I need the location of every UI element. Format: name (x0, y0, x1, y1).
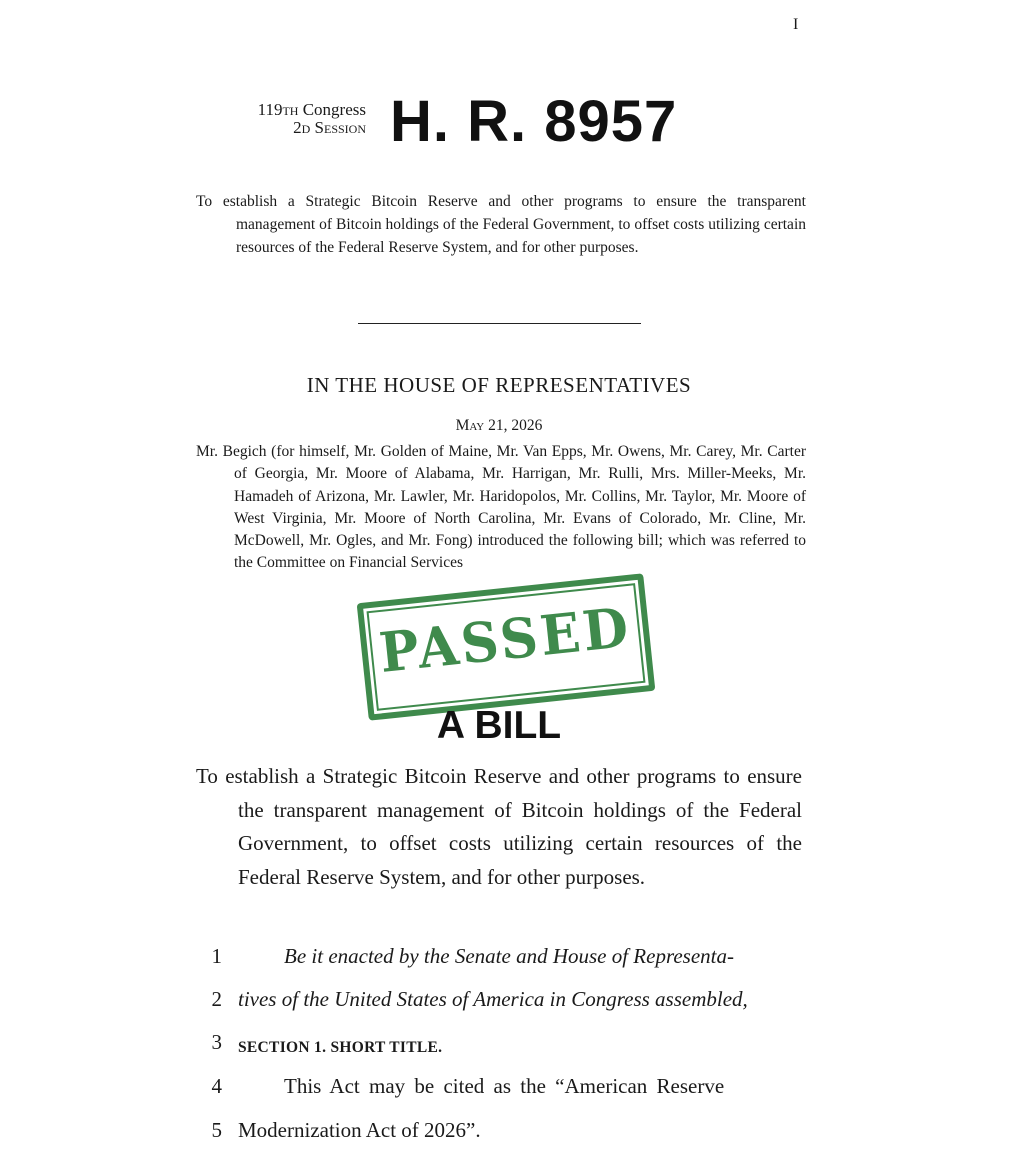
line-number: 5 (211, 1118, 222, 1142)
bill-number: H. R. 8957 (390, 89, 678, 154)
long-title: To establish a Strategic Bitcoin Reserve and other programs to ensure the transparent management of Bitcoin holdings of the Federal Government, to offset costs utilizing certain resources of the Federal Reserve System, and for other purposes. (196, 764, 802, 889)
bill-line-1 (196, 944, 802, 984)
congress-line: 119th Congress (257, 100, 366, 119)
line-text: Be it enacted by the Senate and House of Representa- (284, 944, 734, 968)
sponsors-paragraph: Mr. Begich (for himself, Mr. Golden of Maine, Mr. Van Epps, Mr. Owens, Mr. Carey, Mr. Carter of Georgia, Mr. Moore of Alabama, Mr. Harrigan, Mr. Rulli, Mrs. Miller-Meeks, Mr. Hamadeh of Arizona, Mr. Lawler, Mr. Haridopolos, Mr. Collins, Mr. Taylor, Mr. Moore of West Virginia, Mr. Moore of North Carolina, Mr. Evans of Colorado, Mr. Cline, Mr. McDowell, Mr. Ogles, and Mr. Fong) introduced the following bill; which was referred to the Committee on Financial Services (196, 443, 806, 572)
line-number: 3 (211, 1030, 222, 1054)
page-number: I (793, 16, 799, 33)
line-text: tives of the United States of America in Congress assembled, (238, 987, 748, 1011)
line-number: 4 (211, 1074, 222, 1098)
line-text: This Act may be cited as the “American Reserve (284, 1074, 725, 1098)
divider (358, 323, 641, 324)
line-number: 2 (211, 987, 222, 1011)
bill-line-5 (196, 1118, 802, 1158)
bill-line-3 (196, 1030, 802, 1070)
introduction-date: May 21, 2026 (455, 417, 543, 434)
stamp-text: PASSED (376, 595, 635, 686)
section-heading: SECTION 1. SHORT TITLE. (238, 1039, 443, 1056)
a-bill-heading: A BILL (436, 704, 562, 747)
session-line: 2d Session (293, 118, 366, 137)
line-number: 1 (211, 944, 222, 968)
bill-summary: To establish a Strategic Bitcoin Reserve and other programs to ensure the transparent management of Bitcoin holdings of the Federal Government, to offset costs utilizing certain resources of the Federal Reserve System, and for other purposes. (196, 193, 806, 256)
bill-line-2 (196, 987, 802, 1027)
chamber-heading: IN THE HOUSE OF REPRESENTATIVES (306, 373, 692, 397)
line-text: Modernization Act of 2026”. (238, 1118, 481, 1142)
bill-line-4 (196, 1074, 802, 1114)
congress-session (196, 101, 366, 137)
passed-stamp (357, 573, 656, 720)
